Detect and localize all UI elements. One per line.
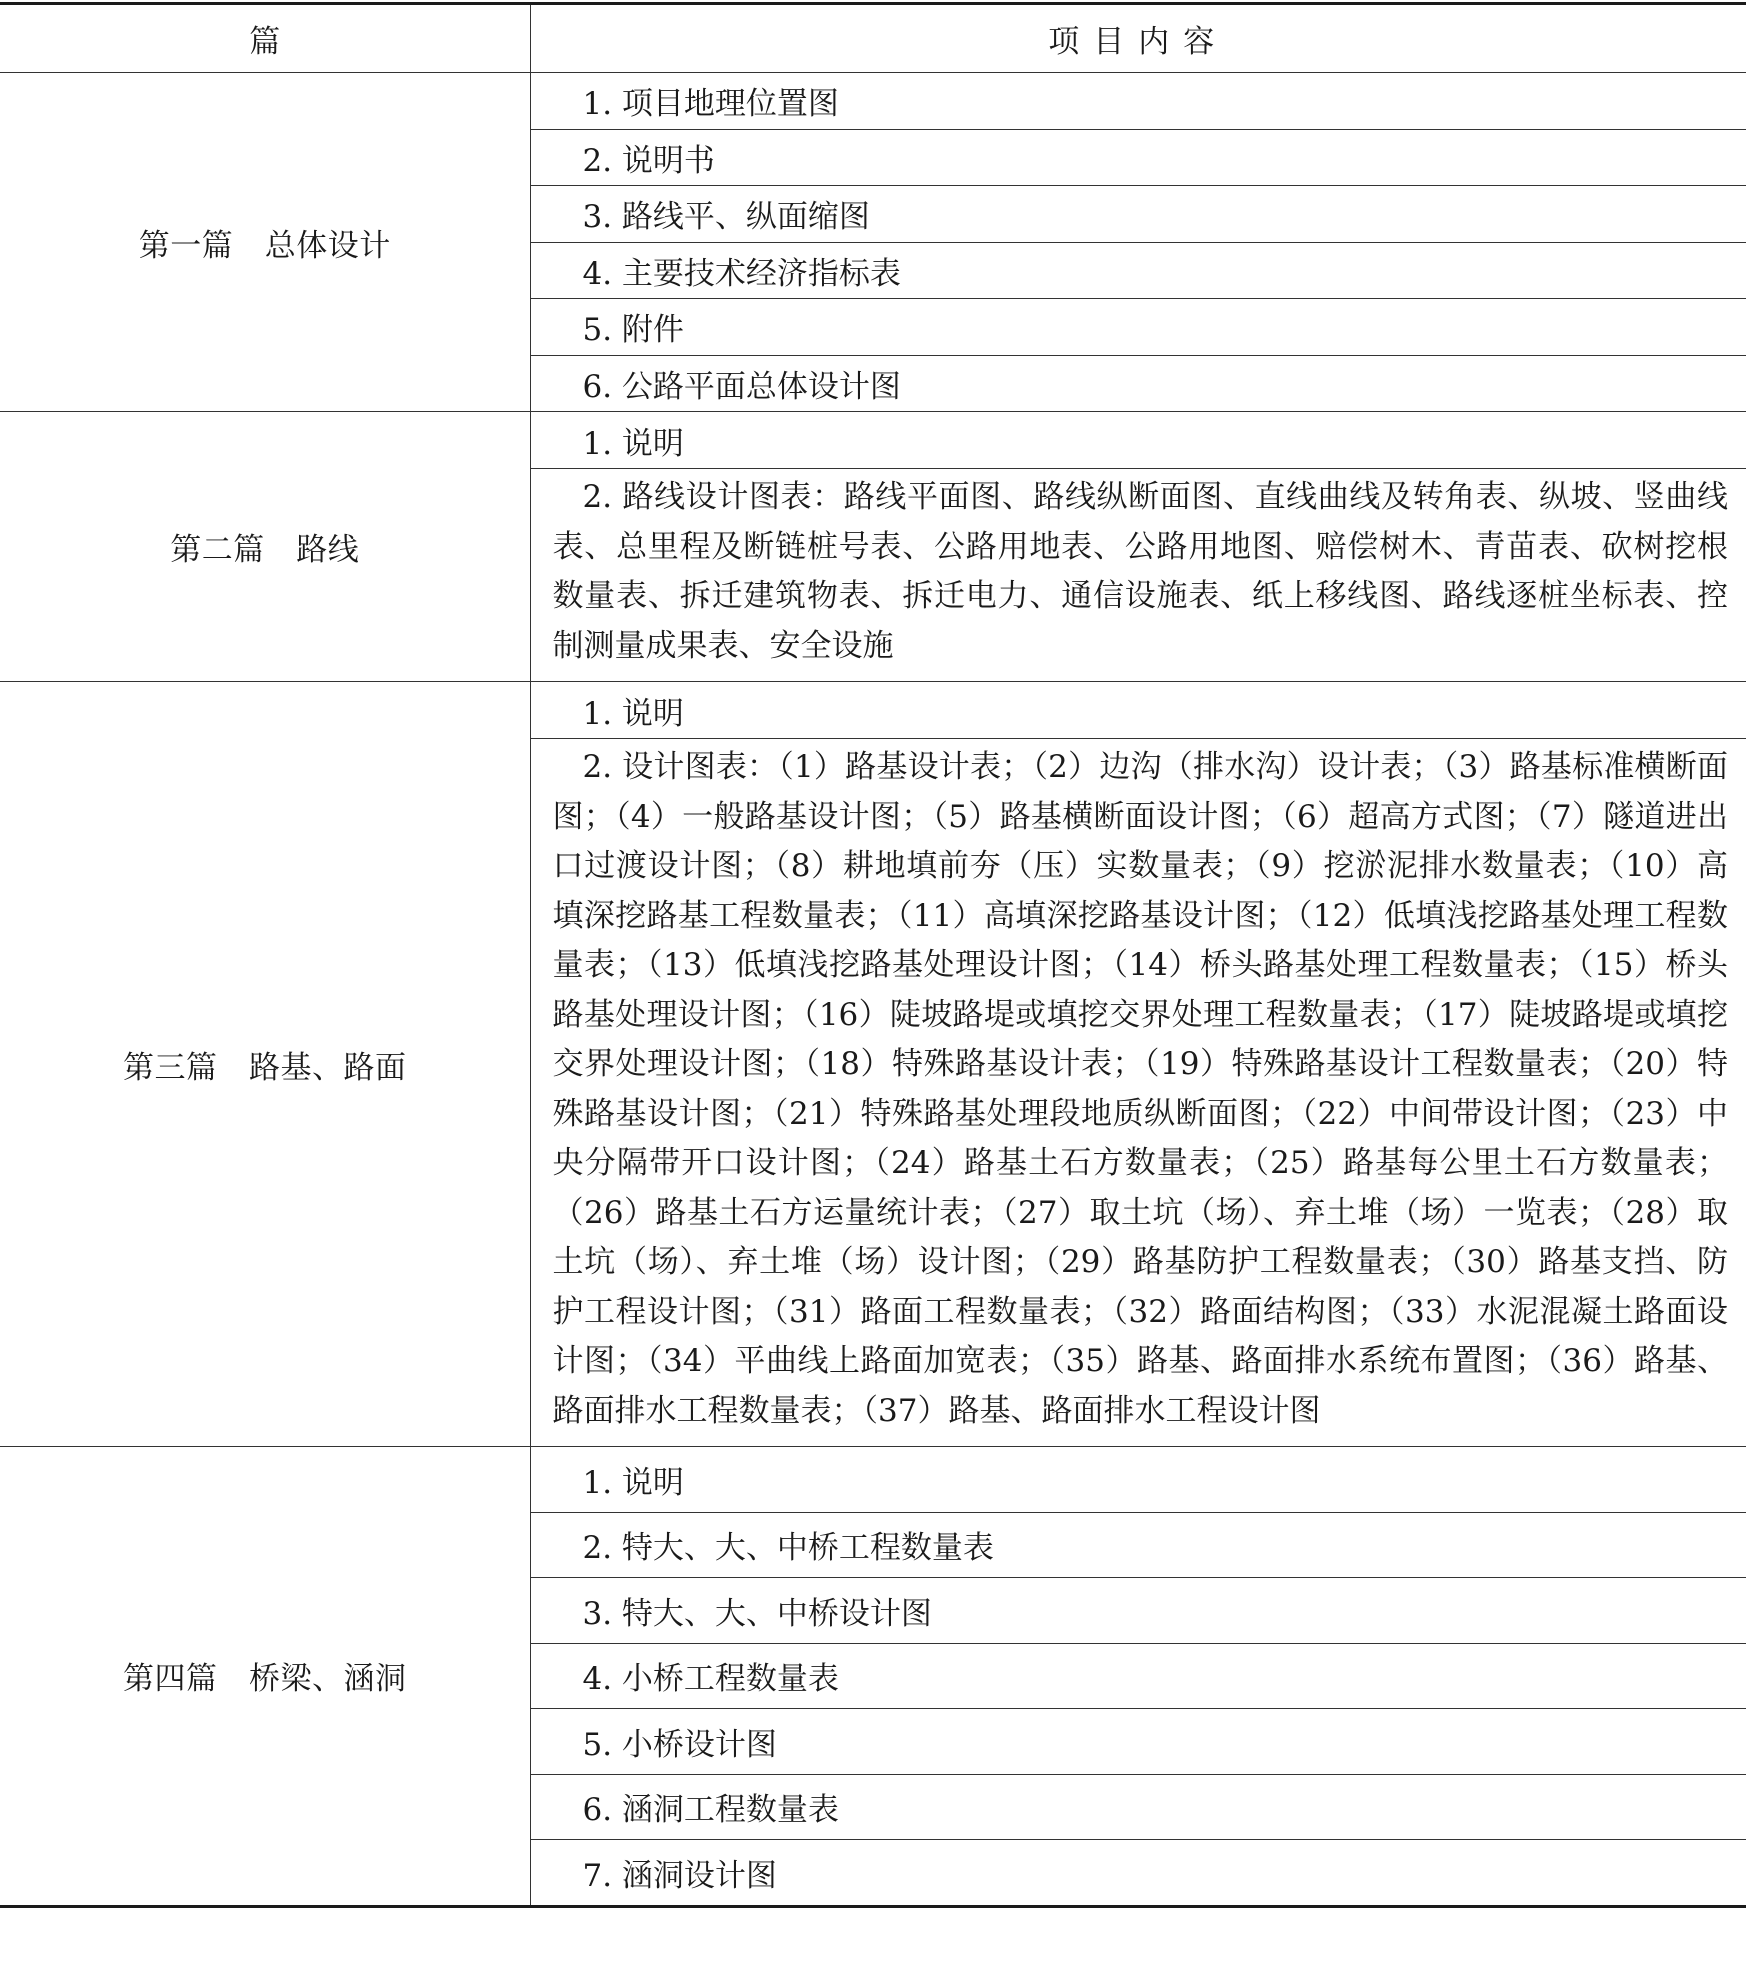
item-cell: 6. 公路平面总体设计图 — [530, 355, 1746, 412]
item-cell: 3. 特大、大、中桥设计图 — [530, 1578, 1746, 1644]
item-cell: 2. 特大、大、中桥工程数量表 — [530, 1512, 1746, 1578]
item-cell: 4. 小桥工程数量表 — [530, 1643, 1746, 1709]
table-row — [0, 1447, 1746, 1513]
item-paragraph-cell: 2. 路线设计图表：路线平面图、路线纵断面图、直线曲线及转角表、纵坡、竖曲线表、总里程及断链桩号表、公路用地表、公路用地图、赔偿树木、青苗表、砍树挖根数量表、拆迁建筑物表、拆迁电力、通信设施表、纸上移线图、路线逐桩坐标表、控制测量成果表、安全设施 — [530, 469, 1746, 682]
item-cell: 4. 主要技术经济指标表 — [530, 242, 1746, 299]
item-cell: 5. 附件 — [530, 299, 1746, 356]
item-cell: 1. 说明 — [530, 1447, 1746, 1513]
design-contents-table — [0, 2, 1746, 1908]
chapter-cell-4: 第四篇 桥梁、涵洞 — [0, 1447, 530, 1907]
item-cell: 7. 涵洞设计图 — [530, 1840, 1746, 1907]
item-cell: 1. 说明 — [530, 682, 1746, 739]
chapter-cell-3: 第三篇 路基、路面 — [0, 682, 530, 1447]
header-row — [0, 4, 1746, 73]
table-header — [0, 4, 1746, 73]
table-row — [0, 412, 1746, 469]
item-cell: 6. 涵洞工程数量表 — [530, 1774, 1746, 1840]
chapter-cell-1: 第一篇 总体设计 — [0, 73, 530, 412]
header-content: 项目内容 — [530, 4, 1746, 73]
table-row — [0, 682, 1746, 739]
header-chapter: 篇 — [0, 4, 530, 73]
chapter-cell-2: 第二篇 路线 — [0, 412, 530, 682]
item-cell: 5. 小桥设计图 — [530, 1709, 1746, 1775]
item-cell: 2. 说明书 — [530, 129, 1746, 186]
table-row — [0, 73, 1746, 130]
item-paragraph-cell: 2. 设计图表：（1）路基设计表；（2）边沟（排水沟）设计表；（3）路基标准横断面图；（4）一般路基设计图；（5）路基横断面设计图；（6）超高方式图；（7）隧道进出口过渡设计图；（8）耕地填前夯（压）实数量表；（9）挖淤泥排水数量表；（10）高填深挖路基工程数量表；（11）高填深挖路基设计图；（12）低填浅挖路基处理工程数量表；（13）低填浅挖路基处理设计图；（14）桥头路基处理工程数量表；（15）桥头路基处理设计图；（16）陡坡路堤或填挖交界处理工程数量表；（17）陡坡路堤或填挖交界处理设计图；（18）特殊路基设计表；（19）特殊路基设计工程数量表；（20）特殊路基设计图；（21）特殊路基处理段地质纵断面图；（22）中间带设计图；（23）中央分隔带开口设计图；（24）路基土石方数量表；（25）路基每公里土石方数量表；（26）路基土石方运量统计表；（27）取土坑（场）、弃土堆（场）一览表；（28）取土坑（场）、弃土堆（场）设计图；（29）路基防护工程数量表；（30）路基支挡、防护工程设计图；（31）路面工程数量表；（32）路面结构图；（33）水泥混凝土路面设计图；（34）平曲线上路面加宽表；（35）路基、路面排水系统布置图；（36）路基、路面排水工程数量表；（37）路基、路面排水工程设计图 — [530, 739, 1746, 1447]
item-cell: 1. 说明 — [530, 412, 1746, 469]
item-cell: 1. 项目地理位置图 — [530, 73, 1746, 130]
item-cell: 3. 路线平、纵面缩图 — [530, 186, 1746, 243]
